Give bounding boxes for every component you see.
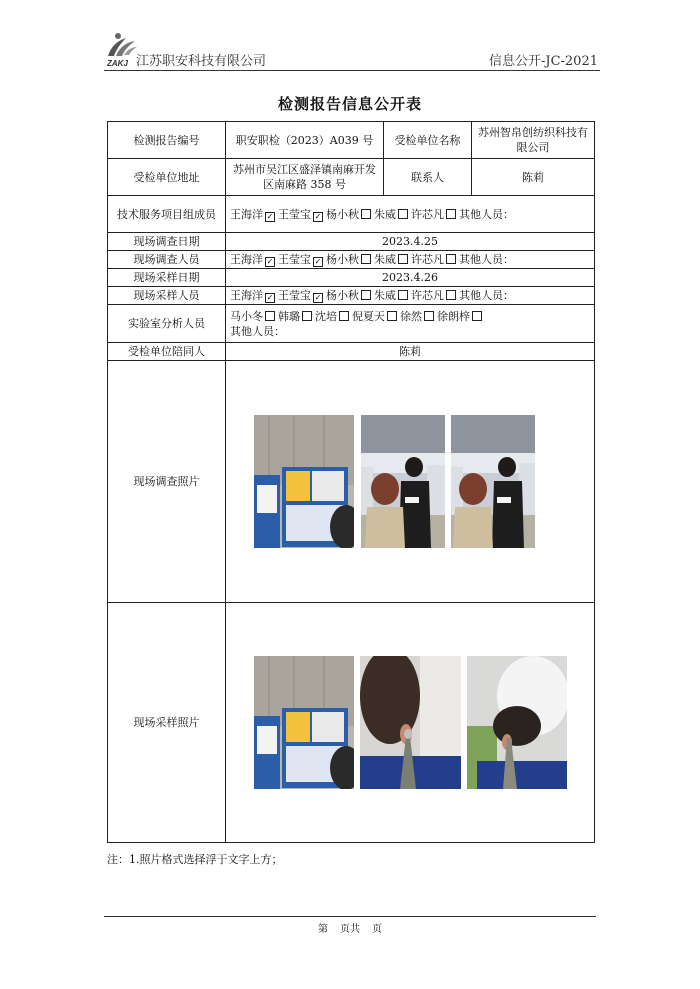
survey-date-label: 现场调查日期	[108, 233, 226, 251]
staff-name: 王莹宝	[278, 253, 311, 266]
page-label-end: 页	[372, 924, 382, 935]
checkbox-icon	[302, 311, 312, 321]
lab-staff-list	[230, 309, 590, 324]
staff-name: 许芯凡	[411, 207, 444, 221]
sampling-photo-notice-board	[254, 656, 354, 789]
page-footer	[0, 920, 700, 935]
sampling-people-staff	[226, 287, 595, 305]
table-row	[108, 251, 595, 269]
staff-name: 马小冬	[230, 309, 263, 323]
checked-box-icon	[265, 257, 275, 267]
staff-name: 许芯凡	[411, 253, 444, 266]
checkbox-icon	[398, 254, 408, 264]
staff-name: 倪夏天	[352, 309, 385, 323]
table-row	[108, 305, 595, 343]
staff-name: 韩璐	[278, 309, 300, 323]
escort-value: 陈莉	[226, 343, 595, 361]
table-row	[108, 233, 595, 251]
table-row	[108, 603, 595, 843]
checkbox-icon	[361, 290, 371, 300]
footer-divider	[104, 916, 596, 917]
sampling-photo-noise-meter	[360, 656, 461, 789]
checked-box-icon	[313, 212, 323, 222]
sampling-photo-worker-cap	[467, 656, 567, 789]
checked-box-icon	[265, 212, 275, 222]
table-row	[108, 159, 595, 196]
survey-photo-workers	[361, 415, 445, 548]
survey-photos-cell	[226, 361, 595, 603]
checkbox-icon	[339, 311, 349, 321]
address-value: 苏州市吴江区盛泽镇南麻开发区南麻路 358 号	[226, 159, 384, 196]
staff-name: 徐然	[400, 309, 422, 323]
survey-photos-label: 现场调查照片	[108, 361, 226, 603]
survey-photo-notice-board	[254, 415, 354, 548]
other-staff-label: 其他人员：	[459, 289, 514, 302]
staff-name: 王海洋	[230, 253, 263, 266]
checkbox-icon	[398, 209, 408, 219]
checkbox-icon	[446, 254, 456, 264]
info-table	[107, 121, 595, 843]
logo-text: ZAKJ	[107, 59, 128, 68]
lab-staff-cell	[226, 305, 595, 343]
table-row	[108, 122, 595, 159]
lab-other-label: 其他人员：	[230, 324, 285, 338]
sampling-people-label: 现场采样人员	[108, 287, 226, 305]
sampling-date-value: 2023.4.26	[226, 269, 595, 287]
address-label: 受检单位地址	[108, 159, 226, 196]
report-no-label: 检测报告编号	[108, 122, 226, 159]
checkbox-icon	[446, 209, 456, 219]
page-title: 检测报告信息公开表	[277, 95, 422, 113]
survey-date-value: 2023.4.25	[226, 233, 595, 251]
staff-name: 杨小秋	[326, 289, 359, 302]
staff-name: 王莹宝	[278, 289, 311, 302]
survey-people-staff	[226, 251, 595, 269]
staff-name: 王莹宝	[278, 207, 311, 221]
table-row	[108, 343, 595, 361]
page-label-start: 第	[318, 924, 328, 935]
checkbox-icon	[361, 254, 371, 264]
company-name: 江苏职安科技有限公司	[136, 54, 267, 69]
checkbox-icon	[472, 311, 482, 321]
escort-label: 受检单位陪同人	[108, 343, 226, 361]
table-row	[108, 269, 595, 287]
staff-name: 沈培	[315, 309, 337, 323]
contact-label: 联系人	[384, 159, 472, 196]
sampling-photos-cell	[226, 603, 595, 843]
report-no-value: 职安职检（2023）A039 号	[226, 122, 384, 159]
table-row	[108, 361, 595, 603]
staff-name: 王海洋	[230, 207, 263, 221]
checked-box-icon	[313, 257, 323, 267]
staff-name: 杨小秋	[326, 253, 359, 266]
page-header	[104, 30, 600, 71]
survey-people-label: 现场调查人员	[108, 251, 226, 269]
staff-name: 朱威	[374, 207, 396, 221]
unit-name-label: 受检单位名称	[384, 122, 472, 159]
staff-name: 朱威	[374, 289, 396, 302]
team-label: 技术服务项目组成员	[108, 196, 226, 233]
checkbox-icon	[424, 311, 434, 321]
staff-name: 杨小秋	[326, 207, 359, 221]
footnote: 注：1.照片格式选择浮于文字上方；	[107, 853, 283, 866]
page-label-mid: 页共	[340, 924, 360, 935]
checked-box-icon	[313, 293, 323, 303]
table-row	[108, 287, 595, 305]
other-staff-label: 其他人员：	[459, 207, 514, 221]
checkbox-icon	[398, 290, 408, 300]
contact-value: 陈莉	[472, 159, 595, 196]
other-staff-label: 其他人员：	[459, 253, 514, 266]
checked-box-icon	[265, 293, 275, 303]
checkbox-icon	[387, 311, 397, 321]
checkbox-icon	[446, 290, 456, 300]
unit-name-value: 苏州智帛创纺织科技有限公司	[472, 122, 595, 159]
sampling-date-label: 现场采样日期	[108, 269, 226, 287]
survey-photo-workers-2	[451, 415, 535, 548]
checkbox-icon	[265, 311, 275, 321]
staff-name: 王海洋	[230, 289, 263, 302]
table-row	[108, 196, 595, 233]
checkbox-icon	[361, 209, 371, 219]
staff-name: 朱威	[374, 253, 396, 266]
company-logo	[104, 30, 138, 68]
staff-name: 许芯凡	[411, 289, 444, 302]
sampling-photos-label: 现场采样照片	[108, 603, 226, 843]
lab-label: 实验室分析人员	[108, 305, 226, 343]
team-staff	[226, 196, 595, 233]
document-code: 信息公开-JC-2021	[488, 54, 598, 69]
staff-name: 徐朗梓	[437, 309, 470, 323]
